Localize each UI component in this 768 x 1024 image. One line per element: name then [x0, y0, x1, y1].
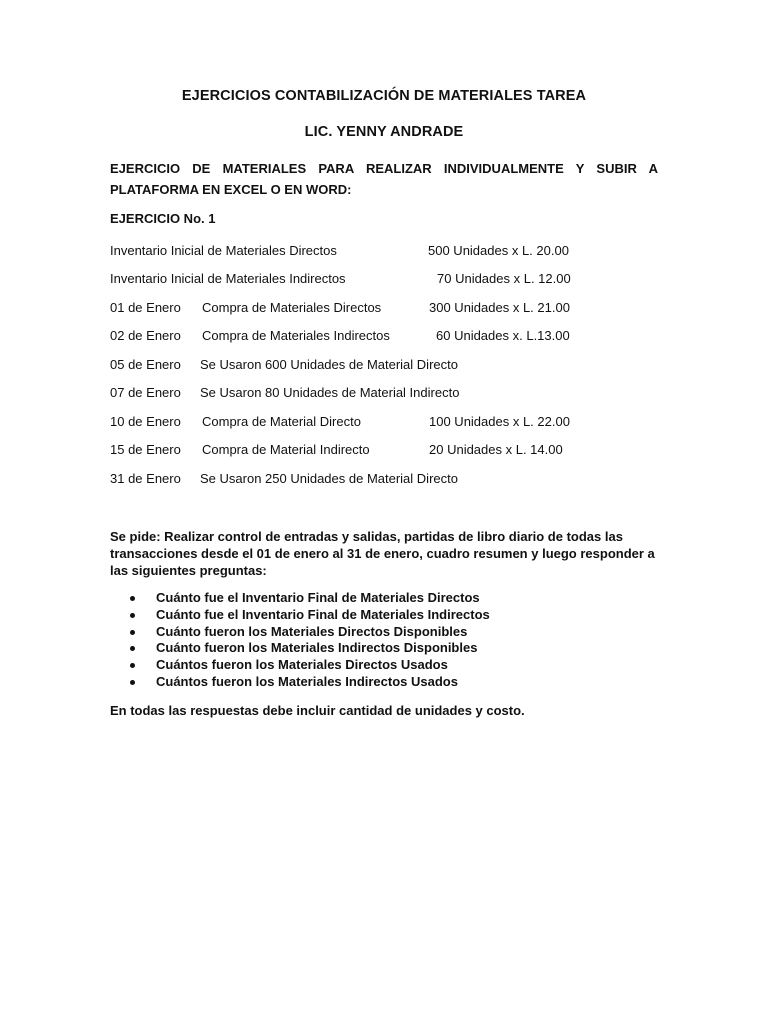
bullet-icon [130, 646, 135, 651]
list-item [110, 624, 490, 641]
transaction-desc: Compra de Material Directo [202, 414, 361, 429]
exercise-title: EJERCICIO No. 1 [110, 211, 216, 226]
list-item [110, 674, 490, 691]
intro-paragraph: EJERCICIO DE MATERIALES PARA REALIZAR INDIVIDUALMENTE Y SUBIR A PLATAFORMA EN EXCEL O EN WORD: [110, 161, 658, 197]
list-item [110, 607, 490, 624]
bullet-icon [130, 663, 135, 668]
transaction-desc: Se Usaron 600 Unidades de Material Directo [200, 357, 458, 372]
transaction-date: 01 de Enero [110, 300, 181, 315]
transaction-date: 15 de Enero [110, 442, 181, 457]
question-text: Cuánto fue el Inventario Final de Materiales Directos [156, 590, 480, 605]
transaction-date: 07 de Enero [110, 385, 181, 400]
document-title: EJERCICIOS CONTABILIZACIÓN DE MATERIALES TAREA [181, 88, 587, 104]
list-item [110, 590, 490, 607]
list-item [110, 657, 490, 674]
transaction-desc: Se Usaron 250 Unidades de Material Directo [200, 471, 458, 486]
opening-label: Inventario Inicial de Materiales Directos [110, 243, 337, 258]
question-text: Cuánto fueron los Materiales Directos Disponibles [156, 623, 468, 639]
bullet-icon [130, 680, 135, 685]
transaction-qty: 20 Unidades x L. 14.00 [429, 442, 563, 457]
bullet-icon [130, 630, 135, 635]
question-text: Cuánto fue el Inventario Final de Materiales Indirectos [156, 606, 490, 622]
bullet-icon [130, 613, 135, 618]
transaction-desc: Se Usaron 80 Unidades de Material Indirecto [200, 385, 460, 400]
transaction-qty: 60 Unidades x. L.13.00 [436, 328, 570, 343]
transaction-desc: Compra de Materiales Indirectos [202, 328, 390, 343]
transaction-desc: Compra de Materiales Directos [202, 300, 382, 315]
transaction-date: 10 de Enero [110, 414, 181, 429]
document-author: LIC. YENNY ANDRADE [304, 124, 464, 140]
opening-label: Inventario Inicial de Materiales Indirectos [110, 271, 346, 286]
question-text: Cuántos fueron los Materiales Indirectos Usados [156, 673, 458, 689]
transaction-qty: 100 Unidades x L. 22.00 [429, 414, 570, 429]
transaction-date: 02 de Enero [110, 328, 181, 343]
questions-list [110, 590, 490, 691]
opening-qty: 70 Unidades x L. 12.00 [437, 271, 571, 286]
question-text: Cuánto fueron los Materiales Indirectos Disponibles [156, 640, 478, 656]
transaction-date: 05 de Enero [110, 357, 181, 372]
closing-note: En todas las respuestas debe incluir cantidad de unidades y costo. [110, 703, 525, 718]
transaction-qty: 300 Unidades x L. 21.00 [429, 300, 570, 315]
request-paragraph: Se pide: Realizar control de entradas y salidas, partidas de libro diario de todas las transacciones desde el 01 de enero al 31 de enero, cuadro resumen y luego responder a las siguientes preguntas: [110, 529, 655, 578]
list-item [110, 640, 490, 657]
opening-qty: 500 Unidades x L. 20.00 [428, 243, 569, 258]
bullet-icon [130, 596, 135, 601]
question-text: Cuántos fueron los Materiales Directos Usados [156, 657, 448, 673]
transaction-desc: Compra de Material Indirecto [202, 442, 370, 457]
transaction-date: 31 de Enero [110, 471, 181, 486]
